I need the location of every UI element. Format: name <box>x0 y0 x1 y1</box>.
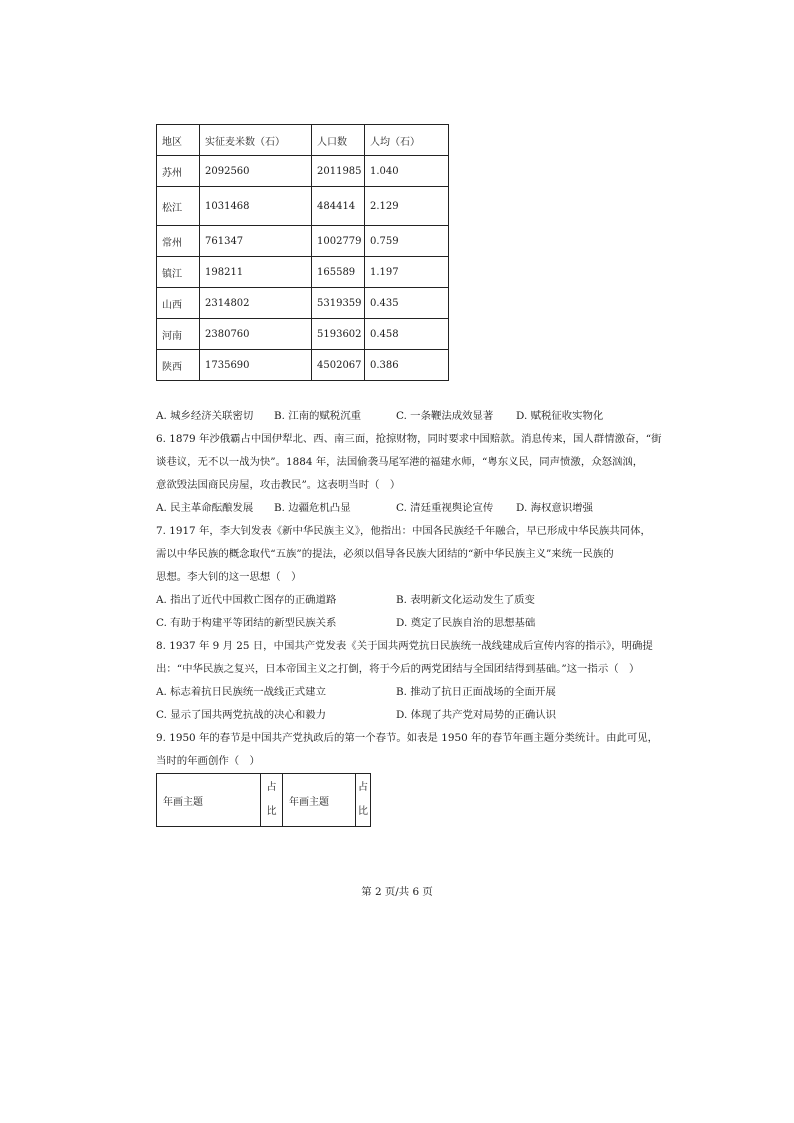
header-tax-grain: 实征麦米数（石） <box>200 125 312 156</box>
q6-option-a: A. 民主革命酝酿发展 <box>156 502 254 514</box>
q5-option-a: A. 城乡经济关联密切 <box>156 410 254 422</box>
table-cell: 4502067 <box>312 350 365 381</box>
table-cell: 陕西 <box>157 350 200 381</box>
q8-option-b: B. 推动了抗日正面战场的全面开展 <box>396 686 556 698</box>
table-row <box>157 187 449 226</box>
table-row <box>157 319 449 350</box>
table-row <box>157 226 449 257</box>
header-proportion: 占 比 <box>261 774 283 827</box>
header-region: 地区 <box>157 125 200 156</box>
q7-option-b: B. 表明新文化运动发生了质变 <box>396 594 535 606</box>
table-cell: 1735690 <box>200 350 312 381</box>
table-cell: 松江 <box>157 187 200 226</box>
q8-option-d: D. 体现了共产党对局势的正确认识 <box>396 709 557 721</box>
table-header-row <box>157 774 371 827</box>
q6-option-c: C. 清廷重视舆论宣传 <box>396 502 494 514</box>
new-year-painting-table <box>156 773 371 827</box>
table-cell: 常州 <box>157 226 200 257</box>
table-cell: 2.129 <box>365 187 449 226</box>
q7-stem-line-1: 7. 1917 年，李大钊发表《新中华民族主义》，他指出：中国各民族经千年融合，早已形成中华民族共同体， <box>156 525 651 537</box>
table-cell: 761347 <box>200 226 312 257</box>
table-cell: 山西 <box>157 288 200 319</box>
table-cell: 0.386 <box>365 350 449 381</box>
q6-stem-line-3: 意欲毁法国商民房屋，攻击教民”。这表明当时（ ） <box>156 479 401 491</box>
header-painting-theme: 年画主题 <box>157 774 261 827</box>
table-row <box>157 156 449 187</box>
table-row <box>157 257 449 288</box>
q8-option-c: C. 显示了国共两党抗战的决心和毅力 <box>156 709 327 721</box>
table-cell: 河南 <box>157 319 200 350</box>
table-row <box>157 350 449 381</box>
q5-option-d: D. 赋税征收实物化 <box>516 410 604 422</box>
table-header-row <box>157 125 449 156</box>
table-cell: 5193602 <box>312 319 365 350</box>
q9-stem-line-2: 当时的年画创作（ ） <box>156 755 260 767</box>
table-cell: 镇江 <box>157 257 200 288</box>
q6-stem-line-1: 6. 1879 年沙俄霸占中国伊犁北、西、南三面，抢掠财物，同时要求中国赔款。消息传来，国人群情激奋，“街 <box>156 433 662 445</box>
page-footer: 第 2 页/共 6 页 <box>361 886 433 898</box>
q6-option-d: D. 海权意识增强 <box>516 502 593 514</box>
tax-population-table <box>156 124 449 381</box>
q7-option-a: A. 指出了近代中国救亡图存的正确道路 <box>156 594 337 606</box>
q8-option-a: A. 标志着抗日民族统一战线正式建立 <box>156 686 326 698</box>
q7-option-d: D. 奠定了民族自治的思想基础 <box>396 617 536 629</box>
table-cell: 苏州 <box>157 156 200 187</box>
q6-option-b: B. 边疆危机凸显 <box>274 502 351 514</box>
q7-stem-line-3: 思想。李大钊的这一思想（ ） <box>156 571 302 583</box>
table-cell: 0.435 <box>365 288 449 319</box>
table-cell: 0.458 <box>365 319 449 350</box>
table-cell: 0.759 <box>365 226 449 257</box>
table-cell: 484414 <box>312 187 365 226</box>
table-cell: 2314802 <box>200 288 312 319</box>
table-cell: 1.040 <box>365 156 449 187</box>
table-cell: 1002779 <box>312 226 365 257</box>
table-cell: 2092560 <box>200 156 312 187</box>
table-cell: 165589 <box>312 257 365 288</box>
table-cell: 2011985 <box>312 156 365 187</box>
header-painting-theme-2: 年画主题 <box>283 774 356 827</box>
header-proportion-2: 占 比 <box>356 774 371 827</box>
table-cell: 5319359 <box>312 288 365 319</box>
header-per-capita: 人均（石） <box>365 125 449 156</box>
table-cell: 1.197 <box>365 257 449 288</box>
q5-option-c: C. 一条鞭法成效显著 <box>396 410 494 422</box>
q7-stem-line-2: 需以中华民族的概念取代“五族”的提法，必须以倡导各民族大团结的“新中华民族主义”来统一民族的 <box>156 548 614 560</box>
table-row <box>157 288 449 319</box>
q6-stem-line-2: 谈巷议，无不以一战为快”。1884 年，法国偷袭马尾军港的福建水师，“粤东义民，同声愤激，众怒汹汹， <box>156 456 644 468</box>
table-cell: 2380760 <box>200 319 312 350</box>
table-cell: 1031468 <box>200 187 312 226</box>
q7-option-c: C. 有助于构建平等团结的新型民族关系 <box>156 617 337 629</box>
q8-stem-line-1: 8. 1937 年 9 月 25 日，中国共产党发表《关于国共两党抗日民族统一战线建成后宣传内容的指示》，明确提 <box>156 640 653 652</box>
q8-stem-line-2: 出：“中华民族之复兴，日本帝国主义之打倒，将于今后的两党团结与全国团结得到基础。”这一指示（ ） <box>156 663 640 675</box>
header-population: 人口数 <box>312 125 365 156</box>
table-cell: 198211 <box>200 257 312 288</box>
q9-stem-line-1: 9. 1950 年的春节是中国共产党执政后的第一个春节。如表是 1950 年的春节年画主题分类统计。由此可见， <box>156 732 659 744</box>
q5-option-b: B. 江南的赋税沉重 <box>274 410 361 422</box>
